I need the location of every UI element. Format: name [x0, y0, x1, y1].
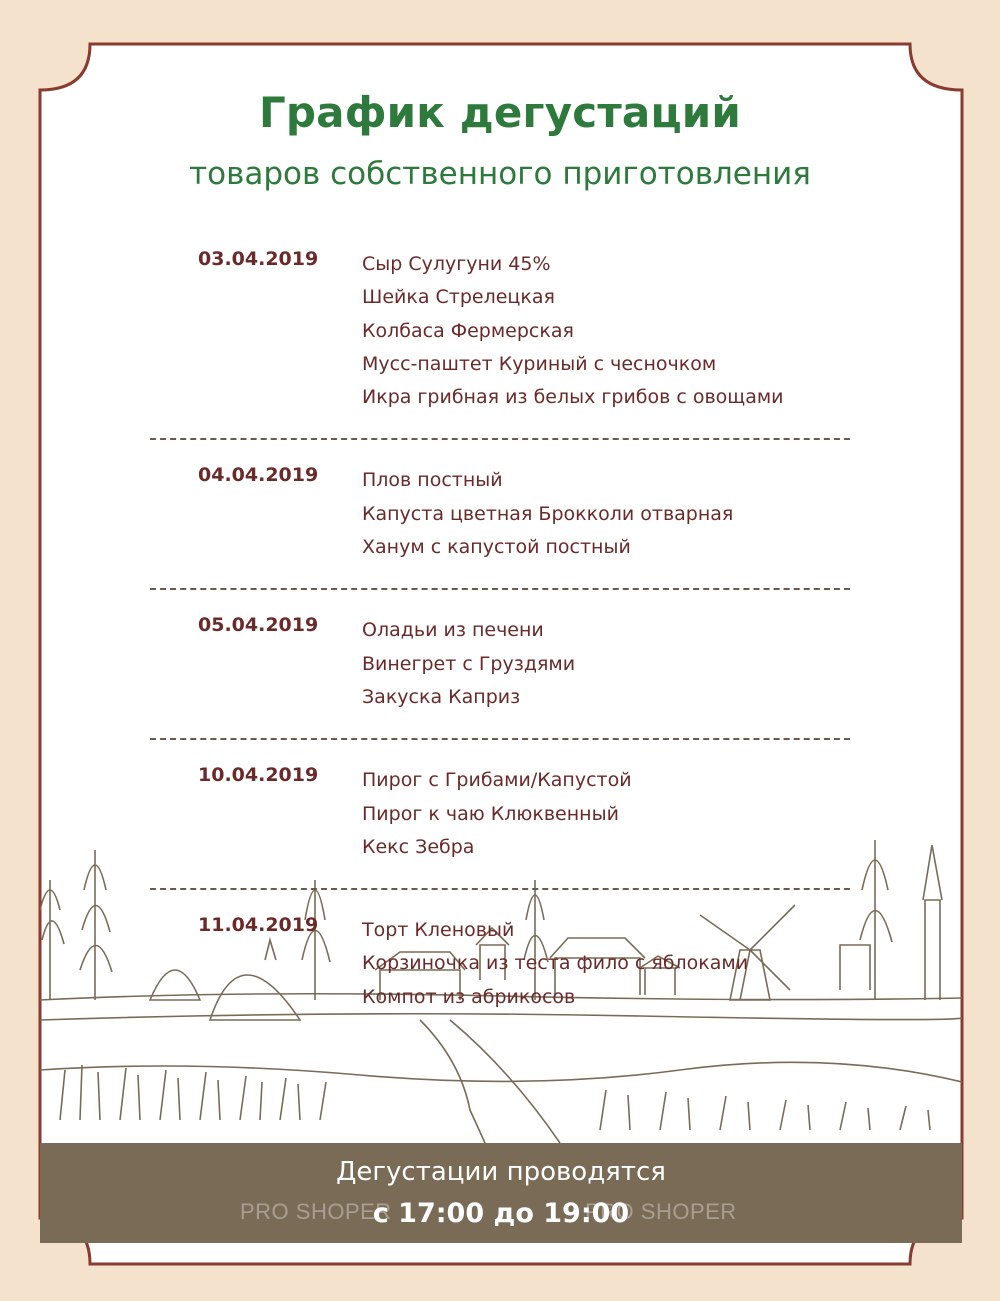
product-item: Колбаса Фермерская — [362, 319, 574, 342]
footer-banner — [40, 1143, 962, 1243]
product-list — [362, 464, 850, 564]
schedule-day-row — [150, 914, 850, 1014]
product-item: Оладьи из печени — [362, 619, 544, 642]
schedule-day — [150, 464, 850, 564]
dashed-divider — [150, 880, 850, 898]
product-item: Плов постный — [362, 469, 503, 492]
product-item: Капуста цветная Брокколи отварная — [362, 502, 734, 525]
product-item: Пирог с Грибами/Капустой — [362, 769, 632, 792]
schedule-day — [150, 764, 850, 864]
poster-subtitle: товаров собственного приготовления — [189, 156, 811, 192]
product-item: Кекс Зебра — [362, 835, 475, 858]
product-item: Торт Кленовый — [362, 919, 515, 942]
product-list — [362, 614, 850, 714]
poster-title: График дегустаций — [258, 88, 742, 137]
product-item: Шейка Стрелецкая — [362, 286, 555, 309]
schedule-day — [150, 914, 850, 1014]
watermark: PRO SHOPER — [585, 1199, 737, 1224]
dashed-divider — [150, 580, 850, 598]
dashed-divider — [150, 730, 850, 748]
schedule-day-row — [150, 464, 850, 564]
product-list — [362, 914, 850, 1014]
product-item: Компот из абрикосов — [362, 985, 576, 1008]
product-item: Винегрет с Груздями — [362, 652, 576, 675]
product-item: Ханум с капустой постный — [362, 536, 631, 559]
schedule-day — [150, 248, 850, 414]
tasting-date: 03.04.2019 — [198, 248, 319, 270]
schedule-day-row — [150, 764, 850, 864]
product-list — [362, 248, 850, 414]
schedule-day — [150, 614, 850, 714]
product-item: Мусс-паштет Куриный с чесночком — [362, 352, 717, 375]
watermark: PRO SHOPER — [240, 1199, 392, 1224]
dashed-divider — [150, 430, 850, 448]
product-item: Закуска Каприз — [362, 685, 521, 708]
tasting-date: 11.04.2019 — [198, 914, 319, 937]
tasting-date: 04.04.2019 — [198, 464, 319, 487]
product-item: Корзиночка из теста фило с яблоками — [362, 952, 749, 975]
schedule-day-row — [150, 248, 850, 414]
tasting-date: 10.04.2019 — [198, 764, 319, 787]
product-item: Сыр Сулугуни 45% — [362, 253, 551, 275]
schedule-day-row — [150, 614, 850, 714]
footer-text: Дегустации проводятся — [336, 1157, 666, 1187]
product-list — [362, 764, 850, 864]
tasting-schedule — [150, 232, 850, 1030]
tasting-date: 05.04.2019 — [198, 614, 319, 637]
product-item: Пирог к чаю Клюквенный — [362, 802, 619, 825]
footer-time: с 17:00 до 19:00 — [372, 1198, 630, 1229]
product-item: Икра грибная из белых грибов с овощами — [362, 386, 784, 409]
